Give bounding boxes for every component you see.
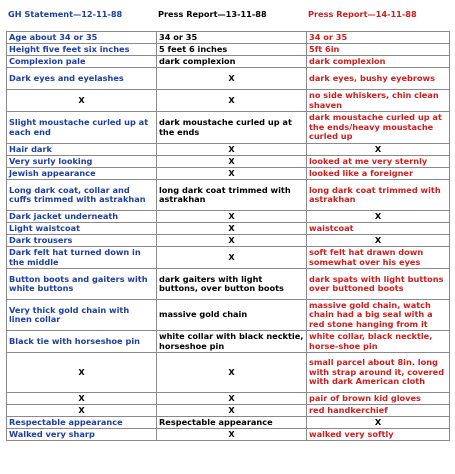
press-14-cell: small parcel about 8in. long with strap around it, covered with dark American cloth bbox=[307, 353, 450, 393]
table-row bbox=[7, 180, 450, 211]
header-press-report-13: Press Report—13-11-88 bbox=[158, 8, 267, 19]
press-14-cell: X bbox=[307, 144, 450, 156]
table-row bbox=[7, 300, 450, 331]
press-13-cell: massive gold chain bbox=[157, 300, 307, 331]
press-14-cell: red handkerchief bbox=[307, 405, 450, 417]
header-gh-statement: GH Statement—12-11-88 bbox=[8, 8, 123, 19]
gh-statement-cell: Walked very sharp bbox=[7, 429, 157, 441]
press-13-cell: X bbox=[157, 405, 307, 417]
table-row bbox=[7, 168, 450, 180]
press-13-cell: X bbox=[157, 393, 307, 405]
gh-statement-cell: Slight moustache curled up at each end bbox=[7, 112, 157, 144]
press-13-cell: X bbox=[157, 223, 307, 235]
table-row bbox=[7, 393, 450, 405]
gh-statement-cell: Age about 34 or 35 bbox=[7, 32, 157, 44]
press-13-cell: X bbox=[157, 156, 307, 168]
gh-statement-cell: Dark felt hat turned down in the middle bbox=[7, 247, 157, 269]
table-row bbox=[7, 353, 450, 393]
press-13-cell: dark moustache curled up at the ends bbox=[157, 112, 307, 144]
table-row bbox=[7, 144, 450, 156]
gh-statement-cell: Long dark coat, collar and cuffs trimmed with astrakhan bbox=[7, 180, 157, 211]
press-14-cell: massive gold chain, watch chain had a big seal with a red stone hanging from it bbox=[307, 300, 450, 331]
press-13-cell: X bbox=[157, 144, 307, 156]
gh-statement-cell: X bbox=[7, 90, 157, 112]
table-row bbox=[7, 90, 450, 112]
press-13-cell: X bbox=[157, 247, 307, 269]
press-14-cell: 5ft 6in bbox=[307, 44, 450, 56]
gh-statement-cell: Jewish appearance bbox=[7, 168, 157, 180]
gh-statement-cell: Black tie with horseshoe pin bbox=[7, 331, 157, 353]
gh-statement-cell: X bbox=[7, 405, 157, 417]
table-row bbox=[7, 405, 450, 417]
gh-statement-cell: Light waistcoat bbox=[7, 223, 157, 235]
press-14-cell: walked very softly bbox=[307, 429, 450, 441]
table-row bbox=[7, 235, 450, 247]
press-14-cell: X bbox=[307, 211, 450, 223]
gh-statement-cell: Dark jacket underneath bbox=[7, 211, 157, 223]
header-press-report-14: Press Report—14-11-88 bbox=[308, 8, 417, 19]
table-row bbox=[7, 331, 450, 353]
press-13-cell: X bbox=[157, 90, 307, 112]
press-13-cell: X bbox=[157, 429, 307, 441]
press-14-cell: looked at me very sternly bbox=[307, 156, 450, 168]
gh-statement-cell: Dark eyes and eyelashes bbox=[7, 68, 157, 90]
press-13-cell: X bbox=[157, 168, 307, 180]
press-13-cell: X bbox=[157, 353, 307, 393]
press-14-cell: waistcoat bbox=[307, 223, 450, 235]
press-14-cell: soft felt hat drawn down somewhat over his eyes bbox=[307, 247, 450, 269]
gh-statement-cell: Complexion pale bbox=[7, 56, 157, 68]
press-14-cell: dark spats with light buttons over buttoned boots bbox=[307, 269, 450, 300]
table-row bbox=[7, 429, 450, 441]
press-13-cell: 34 or 35 bbox=[157, 32, 307, 44]
column-headers bbox=[6, 7, 449, 22]
gh-statement-cell: Very thick gold chain with linen collar bbox=[7, 300, 157, 331]
press-13-cell: X bbox=[157, 68, 307, 90]
press-14-cell: pair of brown kid gloves bbox=[307, 393, 450, 405]
press-13-cell: white collar with black necktie, horseshoe pin bbox=[157, 331, 307, 353]
table-row bbox=[7, 156, 450, 168]
gh-statement-cell: Dark trousers bbox=[7, 235, 157, 247]
press-13-cell: dark complexion bbox=[157, 56, 307, 68]
table-row bbox=[7, 223, 450, 235]
press-13-cell: Respectable appearance bbox=[157, 417, 307, 429]
gh-statement-cell: X bbox=[7, 393, 157, 405]
table-row bbox=[7, 44, 450, 56]
table-row bbox=[7, 417, 450, 429]
press-14-cell: dark moustache curled up at the ends/heavy moustache curled up bbox=[307, 112, 450, 144]
gh-statement-cell: Hair dark bbox=[7, 144, 157, 156]
press-13-cell: 5 feet 6 inches bbox=[157, 44, 307, 56]
gh-statement-cell: X bbox=[7, 353, 157, 393]
press-14-cell: 34 or 35 bbox=[307, 32, 450, 44]
gh-statement-cell: Very surly looking bbox=[7, 156, 157, 168]
press-14-cell: no side whiskers, chin clean shaven bbox=[307, 90, 450, 112]
press-14-cell: white collar, black necktie, horse-shoe pin bbox=[307, 331, 450, 353]
press-14-cell: looked like a foreigner bbox=[307, 168, 450, 180]
press-13-cell: long dark coat trimmed with astrakhan bbox=[157, 180, 307, 211]
gh-statement-cell: Height five feet six inches bbox=[7, 44, 157, 56]
table-row bbox=[7, 247, 450, 269]
press-14-cell: X bbox=[307, 417, 450, 429]
press-14-cell: dark eyes, bushy eyebrows bbox=[307, 68, 450, 90]
press-13-cell: X bbox=[157, 211, 307, 223]
table-row bbox=[7, 112, 450, 144]
comparison-table bbox=[6, 31, 450, 441]
table-row bbox=[7, 211, 450, 223]
comparison-document bbox=[6, 7, 449, 441]
table-row bbox=[7, 269, 450, 300]
press-14-cell: X bbox=[307, 235, 450, 247]
table-row bbox=[7, 56, 450, 68]
gh-statement-cell: Button boots and gaiters with white buttons bbox=[7, 269, 157, 300]
table-row bbox=[7, 68, 450, 90]
press-14-cell: long dark coat trimmed with astrakhan bbox=[307, 180, 450, 211]
press-13-cell: X bbox=[157, 235, 307, 247]
press-14-cell: dark complexion bbox=[307, 56, 450, 68]
table-row bbox=[7, 32, 450, 44]
press-13-cell: dark gaiters with light buttons, over button boots bbox=[157, 269, 307, 300]
gh-statement-cell: Respectable appearance bbox=[7, 417, 157, 429]
